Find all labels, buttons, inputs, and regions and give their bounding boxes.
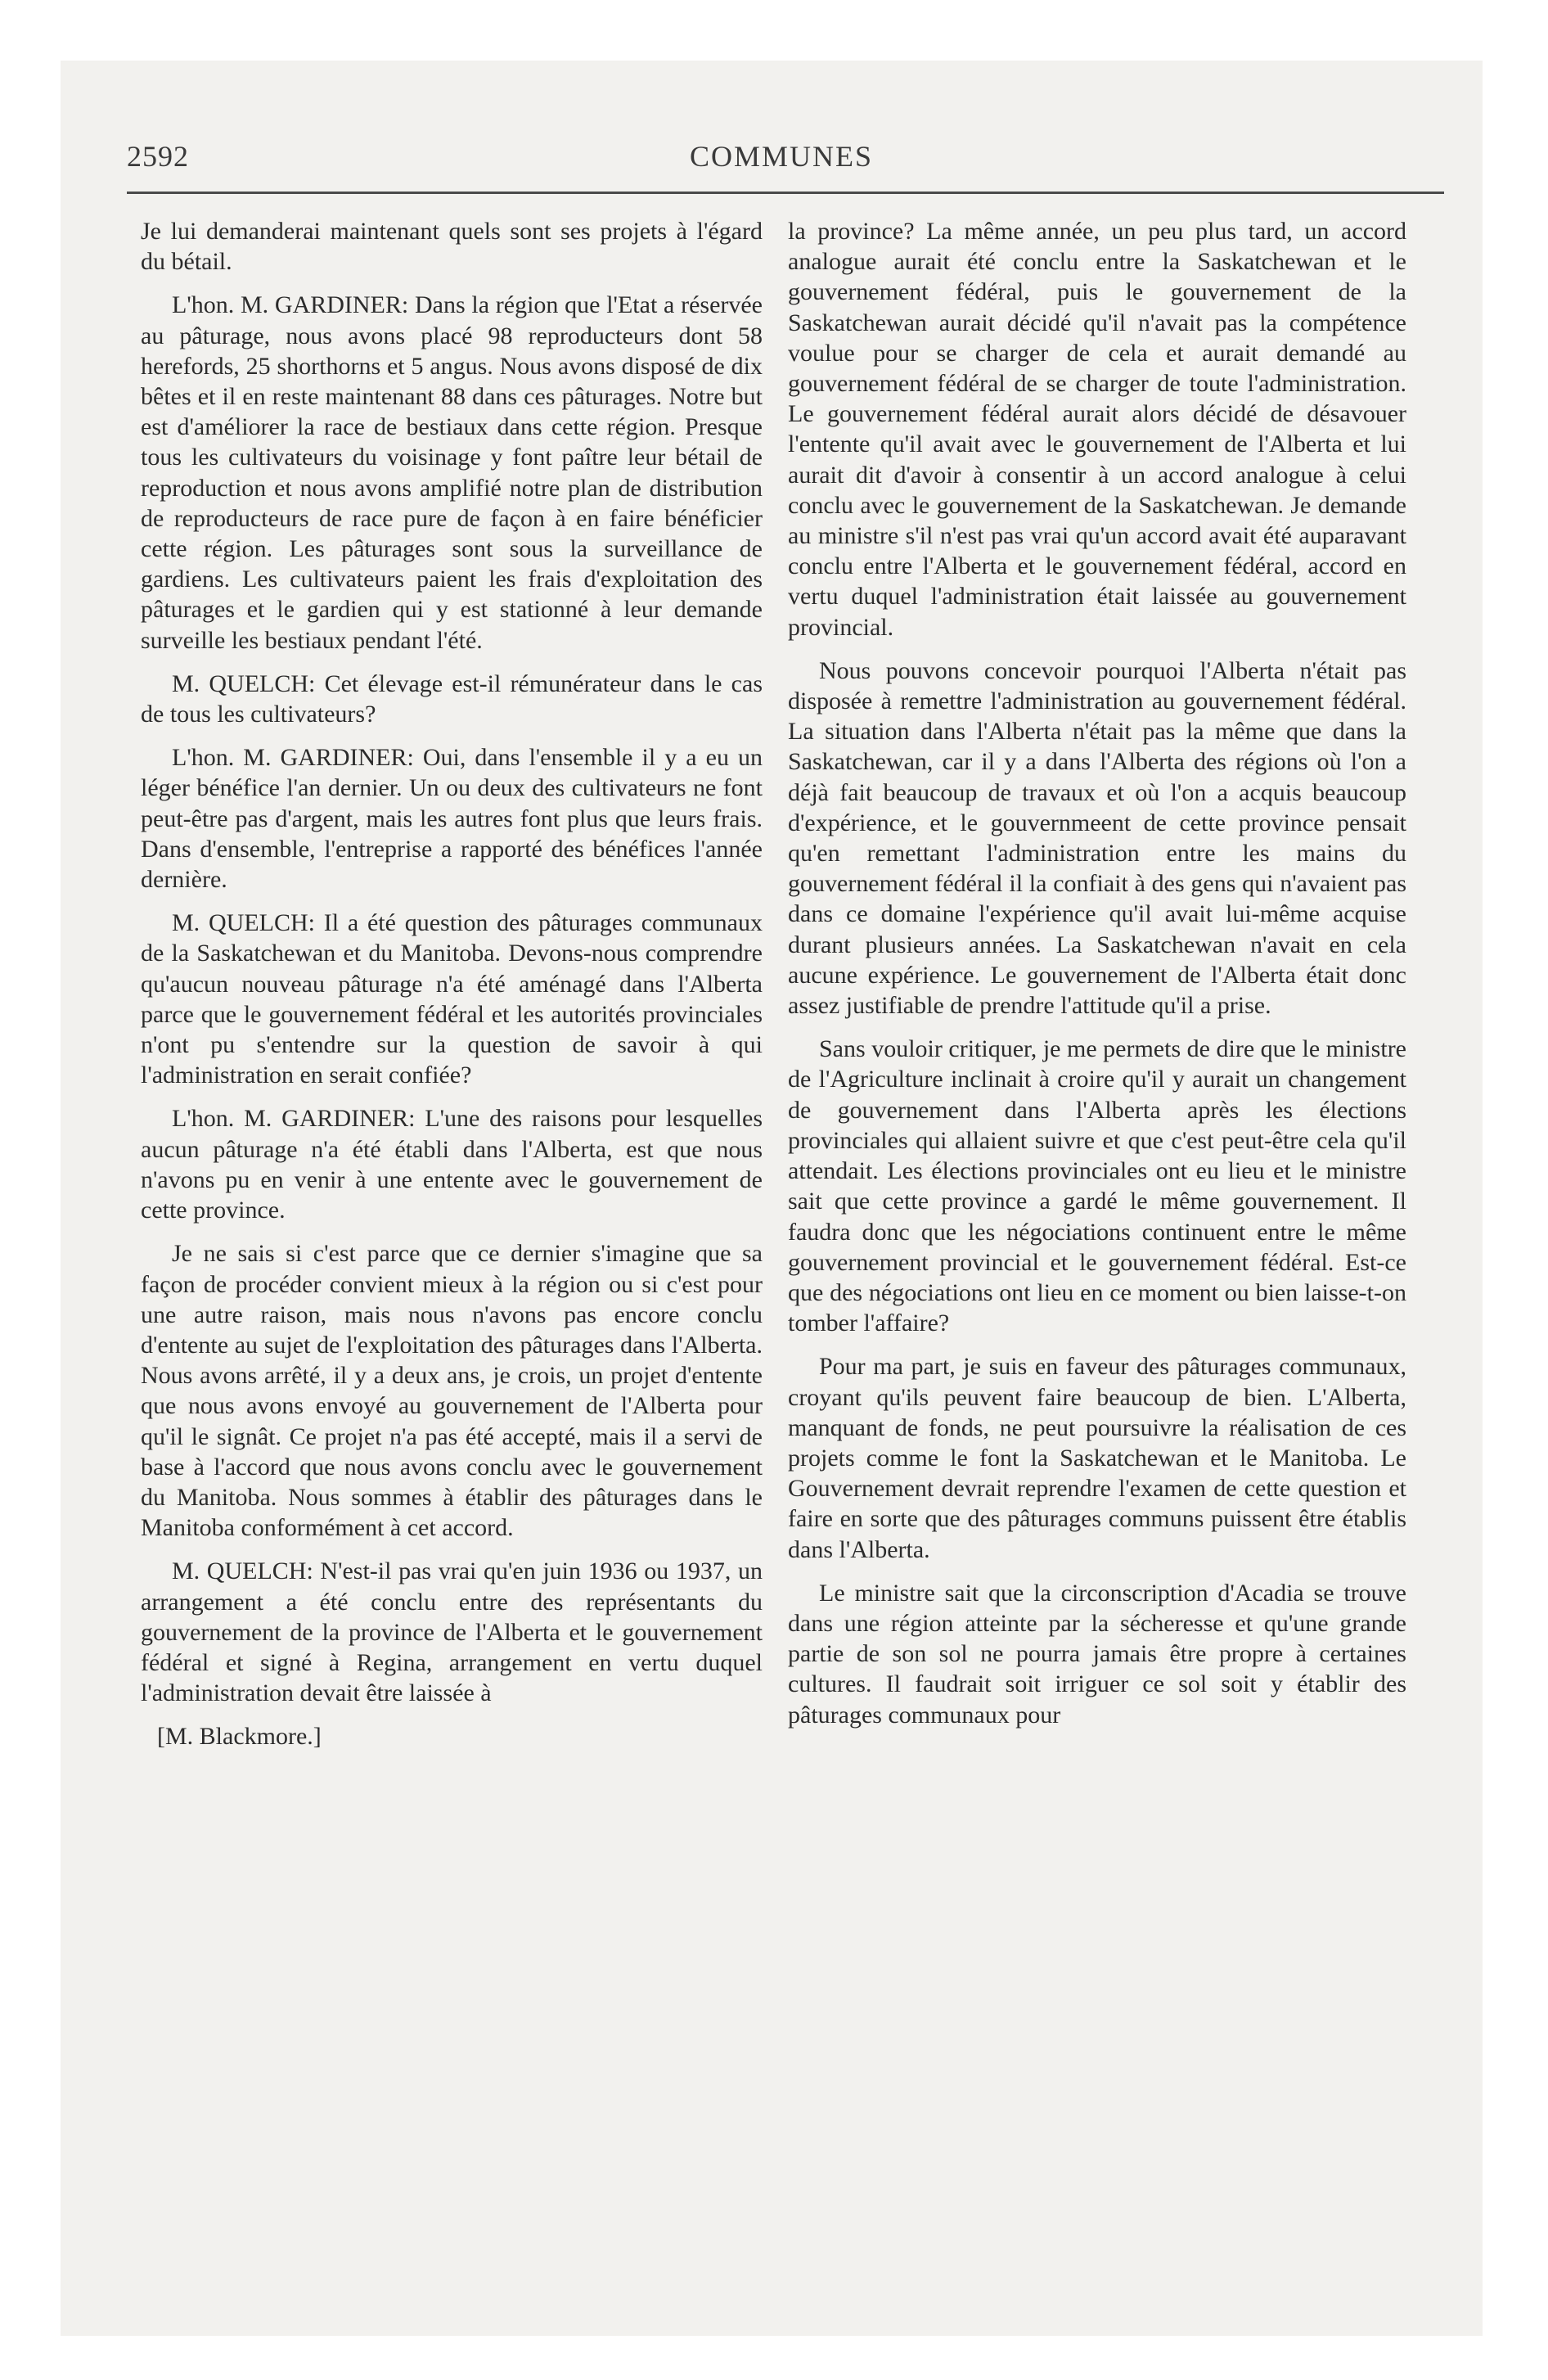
left-column: [141, 216, 763, 1765]
paragraph: M. QUELCH: N'est-il pas vrai qu'en juin 1936 ou 1937, un arrangement a été conclu entre des représentants du gouvernement de la province de l'Alberta et le gouvernement fédéral et signé à Regina, arrangement en vertu duquel l'administration devait être laissée à: [141, 1557, 763, 1707]
paragraph: Pour ma part, je suis en faveur des pâturages communaux, croyant qu'ils peuvent faire beaucoup de bien. L'Alberta, manquant de fonds, ne peut poursuivre la réalisation de ces projets comme le font la Saskatchewan et le Manitoba. Le Gouvernement devrait reprendre l'examen de cette question et faire en sorte que des pâturages communs puissent être établis dans l'Alberta.: [788, 1353, 1406, 1563]
page-number: 2592: [127, 140, 189, 173]
paragraph: L'hon. M. GARDINER: L'une des raisons pour lesquelles aucun pâturage n'a été établi dans l'Alberta, est que nous n'avons pu en venir à une entente avec le gouvernement de cette province.: [141, 1105, 763, 1224]
paragraph: Le ministre sait que la circonscription d'Acadia se trouve dans une région atteinte par la sécheresse et qu'une grande partie de son sol ne pourra jamais être propre à certaines cultures. Il faudrait soit irriguer ce sol soit y établir des pâturages communaux pour: [788, 1579, 1406, 1729]
running-title: COMMUNES: [689, 140, 874, 173]
paragraph: M. QUELCH: Il a été question des pâturages communaux de la Saskatchewan et du Manitoba. Devons-nous comprendre qu'aucun nouveau pâturage n'a été aménagé dans l'Alberta parce que le gouvernement fédéral et les autorités provinciales n'ont pu s'entendre sur la question de savoir à qui l'administration en serait confiée?: [141, 909, 763, 1089]
paragraph: Je ne sais si c'est parce que ce dernier s'imagine que sa façon de procéder convient mieux à la région ou si c'est pour une autre raison, mais nous n'avons pas encore conclu d'entente au sujet de l'exploitation des pâturages dans l'Alberta. Nous avons arrêté, il y a deux ans, je crois, un projet d'entente que nous avons envoyé au gouvernement de l'Alberta pour qu'il le signât. Ce projet n'a pas été accepté, mais il a servi de base à l'accord que nous avons conclu avec le gouvernement du Manitoba. Nous sommes à établir des pâturages dans le Manitoba conformément à cet accord.: [141, 1240, 763, 1542]
right-column: [788, 216, 1406, 1743]
paragraph: Je lui demanderai maintenant quels sont ses projets à l'égard du bétail.: [141, 218, 763, 276]
paragraph: Nous pouvons concevoir pourquoi l'Alberta n'était pas disposée à remettre l'administration au gouvernement fédéral. La situation dans l'Alberta n'était pas la même que dans la Saskatchewan, car il y a dans l'Alberta des régions où l'on a déjà fait beaucoup de travaux et où l'on a acquis beaucoup d'expérience, et le gouvernmeent de cette province pensait qu'en remettant l'administration entre les mains du gouvernement fédéral il la confiait à des gens qui n'avaient pas dans ce domaine l'expérience qu'il avait lui-même acquise durant plusieurs années. La Saskatchewan n'avait en cela aucune expérience. Le gouvernement de l'Alberta était donc assez justifiable de prendre l'attitude qu'il a prise.: [788, 656, 1406, 1020]
header-rule: [127, 192, 1444, 194]
speaker-signature: [M. Blackmore.]: [157, 1723, 322, 1751]
paragraph: la province? La même année, un peu plus tard, un accord analogue aurait été conclu entre la Saskatchewan et le gouvernement fédéral, puis le gouvernement de la Saskatchewan aurait décidé qu'il n'avait pas la compétence voulue pour se charger de cela et aurait demandé au gouvernement fédéral de se charger de toute l'administration. Le gouvernement fédéral aurait alors décidé de désavouer l'entente qu'il avait avec le gouvernement de l'Alberta et lui aurait dit d'avoir à consentir à un accord analogue à celui conclu avec le gouvernement de la Saskatchewan. Je demande au ministre s'il n'est pas vrai qu'un accord avait été auparavant conclu entre l'Alberta et le gouvernement fédéral, accord en vertu duquel l'administration était laissée au gouvernement provincial.: [788, 218, 1406, 641]
page-header: [127, 139, 1436, 188]
paragraph: Sans vouloir critiquer, je me permets de dire que le ministre de l'Agriculture inclinait à croire qu'il y aurait un changement de gouvernement dans l'Alberta après les élections provinciales qui allaient suivre et que c'est peut-être cela qu'il attendait. Les élections provinciales ont eu lieu et le ministre sait que cette province a gardé le même gouvernement. Il faudra donc que les négociations continuent entre le même gouvernement provincial et le gouvernement fédéral. Est-ce que des négociations ont lieu en ce moment ou bien laisse-t-on tomber l'affaire?: [788, 1035, 1406, 1337]
paragraph: L'hon. M. GARDINER: Oui, dans l'ensemble il y a eu un léger bénéfice l'an dernier. Un ou deux des cultivateurs ne font peut-être pas d'argent, mais les autres font plus que leurs frais. Dans d'ensemble, l'entreprise a rapporté des bénéfices l'année dernière.: [141, 744, 763, 894]
paragraph: L'hon. M. GARDINER: Dans la région que l'Etat a réservée au pâturage, nous avons placé 98 reproducteurs dont 58 herefords, 25 shorthorns et 5 angus. Nous avons disposé de dix bêtes et il en reste maintenant 88 dans ces pâturages. Notre but est d'améliorer la race de bestiaux dans cette région. Presque tous les cultivateurs du voisinage y font paître leur bétail de reproduction et nous avons amplifié notre plan de distribution de reproducteurs de race pure de façon à en faire bénéficier cette région. Les pâturages sont sous la surveillance de gardiens. Les cultivateurs paient les frais d'exploitation des pâturages et le gardien qui y est stationné à leur demande surveille les bestiaux pendant l'été.: [141, 291, 763, 654]
paragraph: M. QUELCH: Cet élevage est-il rémunérateur dans le cas de tous les cultivateurs?: [141, 669, 763, 728]
